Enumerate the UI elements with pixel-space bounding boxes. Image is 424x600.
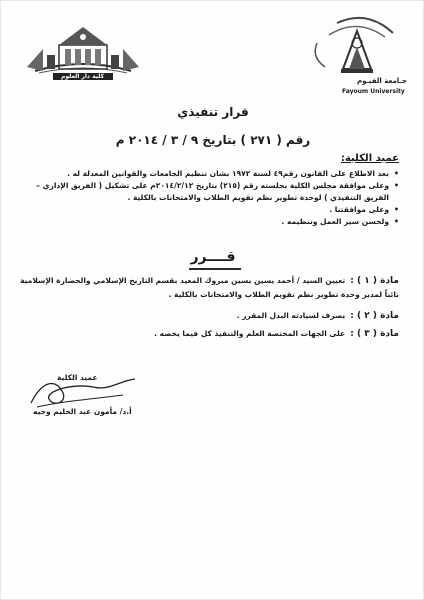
list-item: • وعلى موافقة مجلس الكلية بجلسته رقم (٢١٥) بتاريخ ٢٠١٤/٢/١٢م على تشكيل ( الفريق الإداري – bbox=[36, 181, 399, 190]
signature-name: أ.د/ مأمون عبد الحليم وجيه bbox=[33, 407, 132, 416]
article-label: مادة ( ٢ ) : bbox=[350, 311, 399, 321]
bullet-icon: • bbox=[393, 217, 399, 226]
bullet-icon: • bbox=[393, 205, 399, 214]
list-item: • بعد الاطلاع على القانون رقم٤٩ لسنة ١٩٧٢ بشان تنظيم الجامعات والقوانين المعدلة له . bbox=[67, 169, 399, 178]
signature-title: عميد الكلية bbox=[57, 373, 98, 382]
article-label: مادة ( ٣ ) : bbox=[350, 329, 399, 339]
article-2 bbox=[9, 303, 399, 322]
university-logo-caption-ar: جـامعة الفيـوم bbox=[357, 77, 407, 85]
article-text: على الجهات المختصة العلم والتنفيذ كل فيما يخصه . bbox=[154, 329, 346, 338]
article-text-continued: نائباً لمدير وحدة تطوير نظم تقويم الطلاب والامتحانات بالكلية . bbox=[168, 290, 399, 299]
university-logo-caption-en: Fayoum University bbox=[342, 88, 405, 95]
document-title: قرار تنفيذي bbox=[177, 105, 249, 119]
bullet-icon: • bbox=[393, 181, 399, 190]
list-item: • ولحسن سير العمل وتنظيمه . bbox=[281, 217, 399, 226]
article-1 bbox=[9, 268, 399, 301]
article-text: يصرف لسيادته البدل المقرر . bbox=[236, 311, 346, 320]
list-item: • وعلى موافقتنا . bbox=[329, 205, 399, 214]
decision-number-date: رقم ( ٢٧١ ) بتاريخ ٩ / ٣ / ٢٠١٤ م bbox=[115, 133, 311, 147]
dean-heading: عميد الكلية: bbox=[340, 153, 399, 164]
faculty-logo-icon bbox=[25, 17, 141, 81]
decision-heading: قــــرر bbox=[190, 249, 236, 265]
article-3 bbox=[9, 321, 399, 340]
faculty-logo-caption: كلية دار العلوم bbox=[61, 73, 105, 80]
article-label: مادة ( ١ ) : bbox=[350, 276, 399, 286]
article-text: تعيين السيد / أحمد يسين يسين مبروك المعيد بقسم التاريخ الإسلامي والحضارة الإسلامية bbox=[20, 276, 346, 285]
list-item: الفريق التنفيذي ) لوحدة تطوير نظم تقويم الطلاب والامتحانات بالكلية . bbox=[127, 193, 389, 202]
bullet-icon: • bbox=[393, 169, 399, 178]
preamble-list bbox=[19, 168, 399, 228]
